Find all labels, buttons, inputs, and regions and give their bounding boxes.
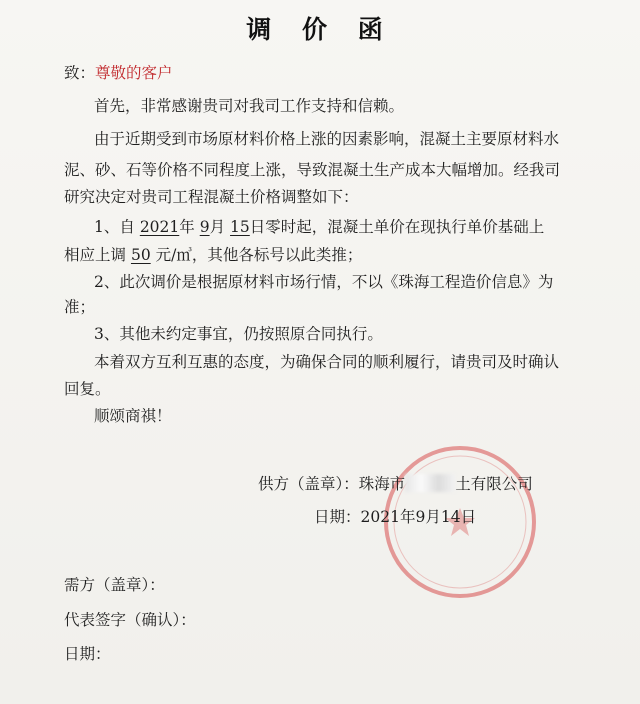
supplier-name-start: 珠海市 (358, 475, 406, 493)
item-1-prefix: 1、自 (94, 218, 135, 236)
salutation-prefix: 致： (64, 64, 96, 82)
supplier-line (258, 473, 533, 495)
recipient: 尊敬的客户 (95, 64, 173, 82)
item-2-line-1: 2、此次调价是根据原材料市场行情，不以《珠海工程造价信息》为 (94, 273, 554, 291)
item-1-line-1 (94, 216, 544, 238)
regards: 顺颂商祺！ (94, 407, 172, 425)
year-unit: 年 (179, 218, 195, 236)
item-3: 3、其他未约定事宜，仍按照原合同执行。 (94, 325, 383, 343)
effective-year: 2021 (139, 218, 180, 236)
buyer-seal-label: 需方（盖章）： (64, 576, 165, 594)
supplier-date (314, 506, 476, 528)
supplier-date-start: 2021年 (360, 508, 416, 526)
supplier-date-label: 日期： (314, 508, 361, 526)
item-2-line-2: 准； (64, 298, 96, 316)
item-1-line-2 (64, 244, 362, 266)
reason-line-2: 泥、砂、石等价格不同程度上涨，导致混凝土生产成本大幅增加。经我司 (64, 161, 561, 179)
supplier-date-end: 月14日 (425, 508, 477, 526)
effective-month: 9 (199, 218, 210, 236)
document-title: 调 价 函 (246, 15, 394, 44)
closing-line-1: 本着双方互利互惠的态度，为确保合同的顺利履行，请贵司及时确认 (94, 353, 560, 371)
salutation (64, 62, 173, 84)
supplier-label: 供方（盖章）： (258, 475, 359, 493)
price-unit: 元/㎥ (155, 246, 192, 264)
reason-line-1: 由于近期受到市场原材料价格上涨的因素影响，混凝土主要原材料水 (94, 130, 560, 148)
month-unit: 月 (209, 218, 226, 236)
buyer-date-label: 日期： (64, 645, 111, 663)
day-suffix: 日零时起，混凝土单价在现执行单价基础上 (249, 218, 545, 236)
buyer-sign-label: 代表签字（确认）： (64, 611, 196, 629)
effective-day: 15 (230, 218, 250, 236)
closing-line-2: 回复。 (64, 380, 111, 398)
opening-paragraph: 首先，非常感谢贵司对我司工作支持和信赖。 (94, 97, 405, 115)
reason-line-3: 研究决定对贵司工程混凝土价格调整如下： (64, 188, 359, 206)
redacted-region (405, 474, 455, 492)
supplier-date-month: 9 (415, 508, 426, 526)
increase-suffix: ，其他各标号以此类推； (191, 246, 363, 264)
increase-amount: 50 (130, 246, 151, 264)
supplier-name-end: 土有限公司 (455, 475, 533, 493)
increase-prefix: 相应上调 (64, 246, 127, 264)
